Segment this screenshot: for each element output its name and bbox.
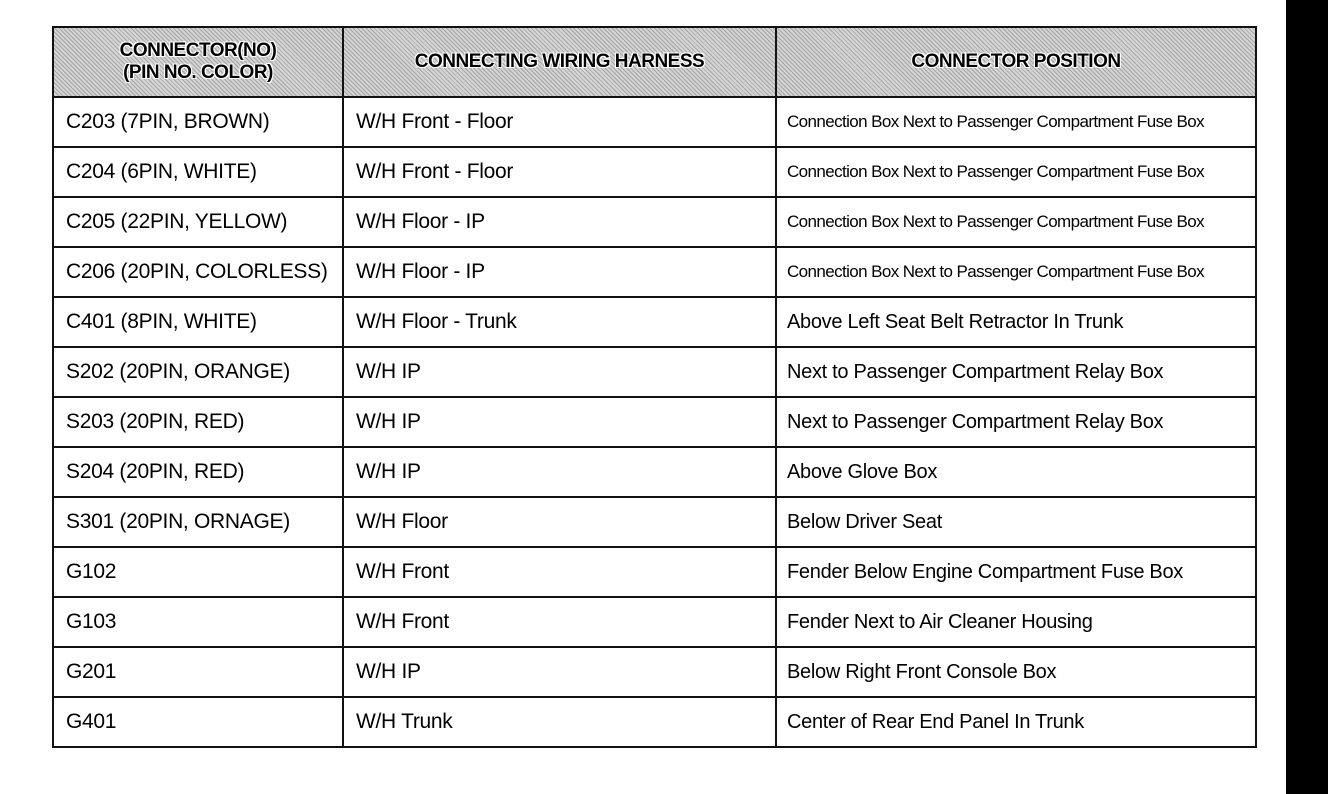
position-cell: Next to Passenger Compartment Relay Box [776, 347, 1256, 397]
table-row [53, 397, 1256, 447]
table-row [53, 547, 1256, 597]
table-row [53, 447, 1256, 497]
position-cell: Below Driver Seat [776, 497, 1256, 547]
connector-cell: G103 [53, 597, 343, 647]
position-cell: Connection Box Next to Passenger Compartment Fuse Box [776, 197, 1256, 247]
position-cell: Next to Passenger Compartment Relay Box [776, 397, 1256, 447]
harness-cell: W/H IP [343, 447, 776, 497]
connector-cell: C203 (7PIN, BROWN) [53, 97, 343, 147]
table-row [53, 597, 1256, 647]
harness-cell: W/H Trunk [343, 697, 776, 747]
position-cell: Fender Next to Air Cleaner Housing [776, 597, 1256, 647]
position-cell: Below Right Front Console Box [776, 647, 1256, 697]
harness-cell: W/H IP [343, 397, 776, 447]
harness-cell: W/H Floor [343, 497, 776, 547]
connector-cell: S203 (20PIN, RED) [53, 397, 343, 447]
position-cell: Above Left Seat Belt Retractor In Trunk [776, 297, 1256, 347]
position-cell: Above Glove Box [776, 447, 1256, 497]
table-row [53, 347, 1256, 397]
connector-cell: C206 (20PIN, COLORLESS) [53, 247, 343, 297]
connector-table [52, 26, 1257, 748]
connector-cell: S204 (20PIN, RED) [53, 447, 343, 497]
position-cell: Connection Box Next to Passenger Compartment Fuse Box [776, 147, 1256, 197]
connector-cell: C205 (22PIN, YELLOW) [53, 197, 343, 247]
table-row [53, 297, 1256, 347]
connector-cell: C204 (6PIN, WHITE) [53, 147, 343, 197]
connector-cell: S301 (20PIN, ORNAGE) [53, 497, 343, 547]
table-row [53, 497, 1256, 547]
harness-cell: W/H Front - Floor [343, 147, 776, 197]
harness-cell: W/H Floor - IP [343, 247, 776, 297]
connector-cell: G401 [53, 697, 343, 747]
table-row [53, 647, 1256, 697]
connector-cell: C401 (8PIN, WHITE) [53, 297, 343, 347]
header-position: CONNECTOR POSITION [776, 27, 1256, 97]
harness-cell: W/H Front - Floor [343, 97, 776, 147]
harness-cell: W/H Front [343, 597, 776, 647]
connector-cell: G201 [53, 647, 343, 697]
header-row [53, 27, 1256, 97]
header-connector-line2: (PIN NO. COLOR) [123, 62, 273, 83]
table-row [53, 247, 1256, 297]
table-row [53, 147, 1256, 197]
position-cell: Connection Box Next to Passenger Compartment Fuse Box [776, 97, 1256, 147]
position-cell: Center of Rear End Panel In Trunk [776, 697, 1256, 747]
connector-cell: G102 [53, 547, 343, 597]
connector-cell: S202 (20PIN, ORANGE) [53, 347, 343, 397]
table-row [53, 697, 1256, 747]
harness-cell: W/H Floor - IP [343, 197, 776, 247]
table-row [53, 197, 1256, 247]
harness-cell: W/H Front [343, 547, 776, 597]
position-cell: Fender Below Engine Compartment Fuse Box [776, 547, 1256, 597]
harness-cell: W/H IP [343, 347, 776, 397]
position-cell: Connection Box Next to Passenger Compartment Fuse Box [776, 247, 1256, 297]
harness-cell: W/H Floor - Trunk [343, 297, 776, 347]
header-harness: CONNECTING WIRING HARNESS [343, 27, 776, 97]
table-row [53, 97, 1256, 147]
header-connector-line1: CONNECTOR(NO) [119, 40, 277, 61]
harness-cell: W/H IP [343, 647, 776, 697]
header-connector [53, 27, 343, 97]
